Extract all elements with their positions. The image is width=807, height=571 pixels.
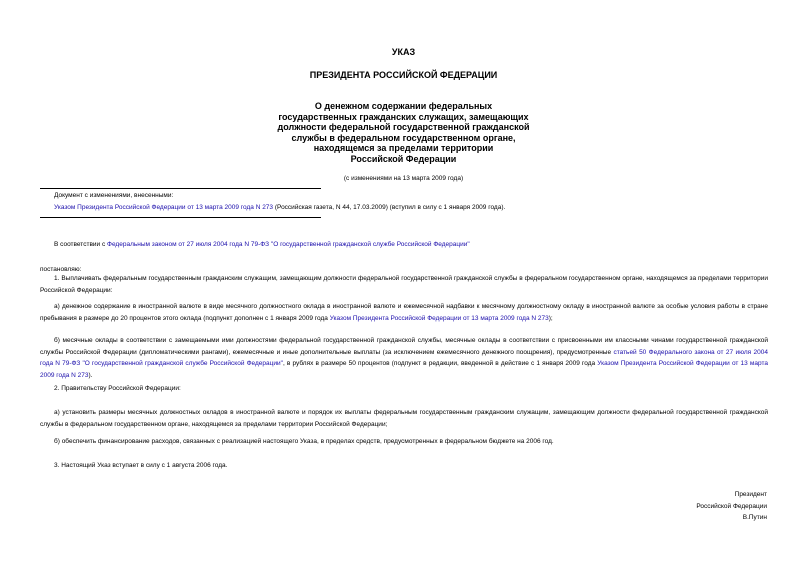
clause-2a: а) установить размеры месячных должностных окладов в иностранной валюте и порядок их выплаты федеральным государственным гражданским служащим, замещающим должности федеральной государственной гражданской службы в федеральном государственном органе, находящемся за пределами территории Российской Федерации; bbox=[40, 409, 768, 428]
subject-line: находящемся за пределами территории bbox=[313, 143, 494, 154]
resolution-word: постановляю: bbox=[40, 266, 82, 273]
issuer-title: ПРЕЗИДЕНТА РОССИЙСКОЙ ФЕДЕРАЦИИ bbox=[309, 70, 498, 80]
clause-1b-text: б) месячные оклады в соответствии с замещаемыми ими должностями федеральной государственной гражданской службы, месячные оклады в соответствии с присвоенными им классными чинами государственной гражданской службы Российской Федерации (дипломатическими рангами), ежемесячные и иные дополнительные выплаты (за исключением ежемесячного денежного поощрения), предусмотренные bbox=[40, 337, 768, 356]
clause-1b-decree-link[interactable]: Указом Президента Российской Федерации от 13 марта 2009 года N 273 bbox=[40, 360, 768, 379]
amendments-entry bbox=[54, 204, 505, 211]
clause-1b-end: ). bbox=[88, 371, 93, 379]
divider-bottom bbox=[40, 217, 321, 218]
subject-line: О денежном содержании федеральных bbox=[314, 101, 493, 111]
preamble-text: В соответствии с bbox=[54, 241, 108, 248]
federal-law-link[interactable]: Федеральным законом от 27 июля 2004 года N 79-ФЗ "О государственной гражданской службе Российской Федерации" bbox=[107, 241, 470, 248]
signature-name: В.Путин bbox=[742, 514, 767, 521]
clause-1a-text: а) денежное содержание в иностранной валюте в виде месячного должностного оклада в иностранной валюте и ежемесячной надбавки к месячному должностному окладу в иностранной валюте за особые условия работы в стране пребывания в размере до 20 процентов этого оклада (подпункт дополнен с 1 января 2009 года bbox=[40, 303, 768, 322]
subject-line: государственных гражданских служащих, замещающих bbox=[278, 111, 529, 122]
subject-line: Российской Федерации bbox=[350, 153, 457, 164]
document-type-title: УКАЗ bbox=[391, 47, 416, 57]
signature-country: Российской Федерации bbox=[696, 502, 767, 510]
clause-3: 3. Настоящий Указ вступает в силу с 1 августа 2006 года. bbox=[54, 462, 228, 469]
amendments-details: (Российская газета, N 44, 17.03.2009) (вступил в силу с 1 января 2009 года). bbox=[273, 204, 506, 211]
subject-line: службы в федеральном государственном органе, bbox=[291, 132, 516, 143]
preamble bbox=[40, 239, 768, 251]
clause-1b-mid: , в рублях в размере 50 процентов (подпункт в редакции, введенной в действие с 1 января 2009 года bbox=[282, 360, 598, 367]
amendments-label: Документ с изменениями, внесенными: bbox=[54, 192, 174, 199]
signature-block bbox=[696, 489, 767, 524]
clause-2b: б) обеспечить финансирование расходов, связанных с реализацией настоящего Указа, в пределах средств, предусмотренных в федеральном бюджете на 2006 год. bbox=[54, 438, 554, 445]
signature-title: Президент bbox=[734, 491, 767, 498]
document-subject bbox=[0, 101, 807, 165]
clause-1a-decree-link[interactable]: Указом Президента Российской Федерации от 13 марта 2009 года N 273 bbox=[329, 314, 549, 322]
clause-1a-end: ); bbox=[548, 314, 553, 322]
amending-decree-link[interactable]: Указом Президента Российской Федерации от 13 марта 2009 года N 273 bbox=[54, 204, 274, 211]
clause-1a bbox=[40, 301, 768, 324]
amendment-date-note: (с изменениями на 13 марта 2009 года) bbox=[343, 175, 464, 182]
clause-1b bbox=[40, 335, 768, 381]
article-50-link[interactable]: статьей 50 Федерального закона от 27 июля 2004 года N 79-ФЗ "О государственной гражданской службе Российской Федерации" bbox=[40, 348, 768, 367]
clause-1: 1. Выплачивать федеральным государственным гражданским служащим, замещающим должности федеральной государственной гражданской службы в федеральном государственном органе, находящемся за пределами территории Российской Федерации: bbox=[40, 275, 768, 294]
divider-top bbox=[40, 188, 321, 189]
clause-2: 2. Правительству Российской Федерации: bbox=[54, 385, 181, 392]
subject-line: должности федеральной государственной гражданской bbox=[277, 122, 530, 133]
